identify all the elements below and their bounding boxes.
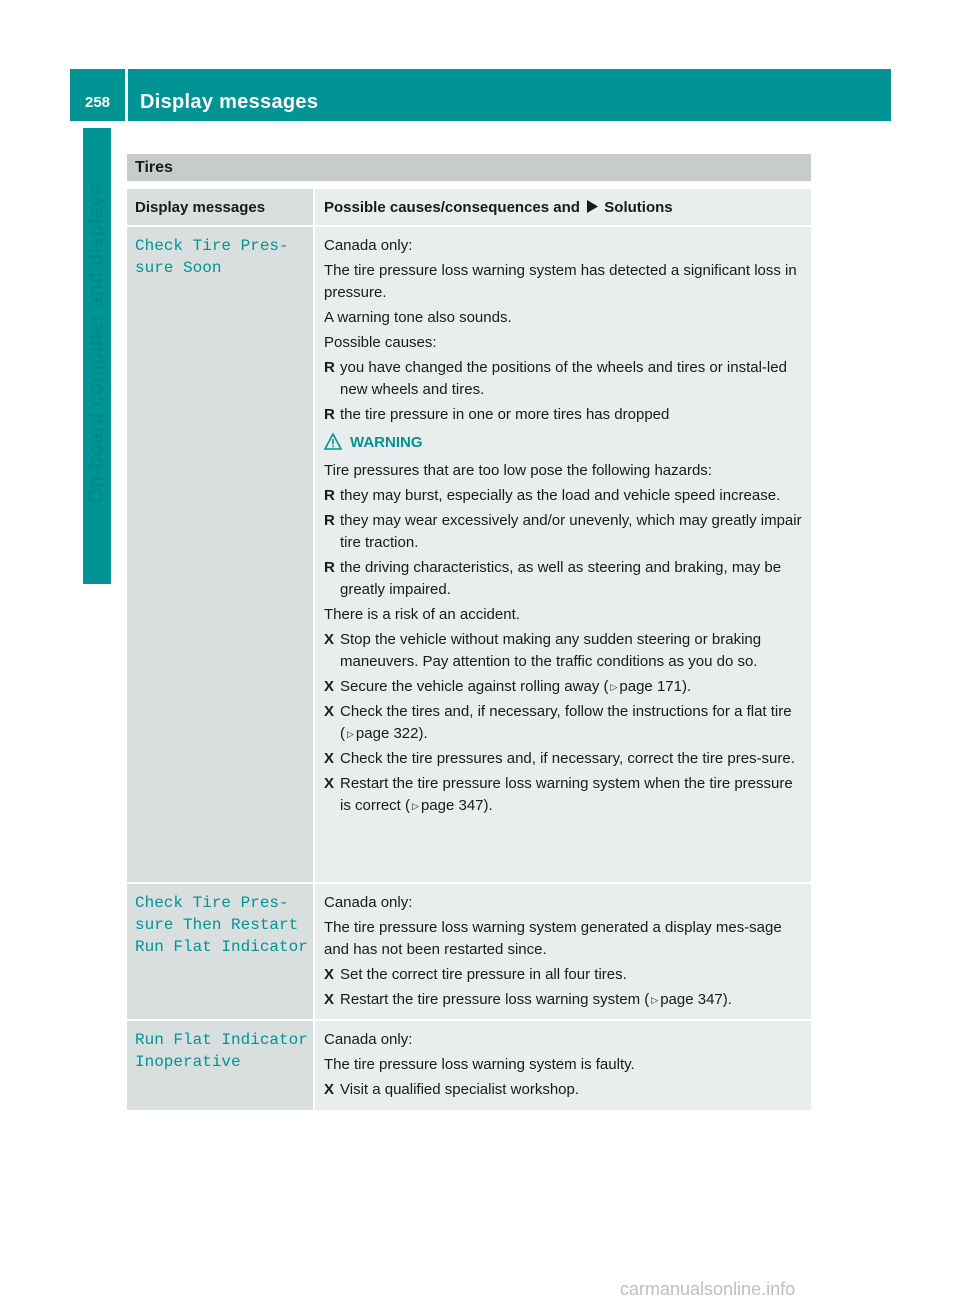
bullet-icon: R [324,559,335,576]
paragraph: Canada only: [324,237,413,254]
bullet-text: the tire pressure in one or more tires has dropped [340,406,670,423]
step-icon: X [324,775,335,792]
bullet-item [324,357,803,401]
step-icon: X [324,1081,335,1098]
warning-triangle-icon [324,434,350,451]
step-text: Restart the tire pressure loss warning system when the tire pressure is correct ( [340,775,793,814]
step-text: Check the tires and, if necessary, follow the instructions for a flat tire ( [340,703,792,742]
bullet-item [324,485,803,507]
col-header-solutions-text: Solutions [604,199,673,216]
page-ref[interactable]: page 347). [660,991,732,1008]
step-text: Restart the tire pressure loss warning system ( [340,991,650,1008]
step-icon: X [324,678,335,695]
step-item [324,964,803,986]
table-header-row [127,189,811,227]
message-details [313,884,811,1019]
page-ref-arrow-icon: ▷ [412,801,419,811]
step-item [324,989,803,1011]
message-line: Check Tire Pres‐ [135,237,289,255]
bullet-text: you have changed the positions of the wheels and tires or instal‐led new wheels and tires. [340,359,787,398]
message-line: sure Then Restart [135,916,299,934]
display-message [127,1021,313,1110]
step-item [324,773,803,817]
bullet-icon: R [324,512,335,529]
step-icon: X [324,966,335,983]
col-header-causes [313,189,811,225]
page-ref-arrow-icon: ▷ [610,682,618,692]
message-line: Inoperative [135,1053,241,1071]
paragraph: Possible causes: [324,334,437,351]
table-row [127,1021,811,1110]
bullet-item [324,557,803,601]
display-message [127,227,313,882]
step-icon: X [324,703,335,720]
step-item [324,629,803,673]
step-icon: X [324,631,335,648]
step-item [324,748,803,770]
paragraph: A warning tone also sounds. [324,309,512,326]
messages-table [127,189,811,1110]
page-title: Display messages [140,91,319,113]
page-ref[interactable]: page 347). [420,797,493,814]
page-ref-arrow-icon: ▷ [651,995,659,1005]
step-text: Set the correct tire pressure in all four tires. [340,966,627,983]
bullet-text: they may wear excessively and/or unevenly, which may greatly impair tire traction. [340,512,802,551]
step-icon: X [324,750,335,767]
header-separator [125,69,128,121]
table-row [127,227,811,884]
bullet-icon: R [324,359,335,376]
paragraph: There is a risk of an accident. [324,606,520,623]
message-details [313,1021,811,1110]
message-line: Run Flat Indicator [135,938,308,956]
side-label: On-board computer and displays [85,184,108,504]
bullet-icon: R [324,406,335,423]
page-number: 258 [84,94,111,111]
bullet-text: the driving characteristics, as well as steering and braking, may be greatly impaired. [340,559,782,598]
warning-heading [324,432,803,454]
paragraph: Canada only: [324,1031,413,1048]
play-arrow-icon [584,199,600,216]
bullet-icon: R [324,487,335,504]
paragraph: The tire pressure loss warning system is faulty. [324,1056,635,1073]
page-ref-arrow-icon: ▷ [347,729,354,739]
paragraph: The tire pressure loss warning system has detected a significant loss in pressure. [324,262,797,301]
step-text: Secure the vehicle against rolling away ( [340,678,609,695]
step-icon: X [324,991,335,1008]
message-line: Run Flat Indicator [135,1031,308,1049]
bullet-item [324,510,803,554]
message-line: sure Soon [135,259,222,277]
watermark: carmanualsonline.info [620,1279,796,1299]
section-title: Tires [127,154,811,181]
page-ref[interactable]: page 322). [355,725,428,742]
col-header-display-messages: Display messages [127,189,313,225]
col-header-causes-text: Possible causes/consequences and [324,199,580,216]
bullet-item [324,404,803,426]
paragraph: Tire pressures that are too low pose the following hazards: [324,462,712,479]
message-details [313,227,811,882]
table-row [127,884,811,1021]
display-message [127,884,313,1019]
step-item [324,676,803,698]
step-item [324,1079,803,1101]
step-text: Stop the vehicle without making any sudden steering or braking maneuvers. Pay attention to the traffic conditions as you do so. [340,631,762,670]
bullet-text: they may burst, especially as the load and vehicle speed increase. [340,487,781,504]
paragraph: Canada only: [324,894,413,911]
step-item [324,701,803,745]
step-text: Visit a qualified specialist workshop. [340,1081,580,1098]
message-line: Check Tire Pres‐ [135,894,289,912]
paragraph: The tire pressure loss warning system generated a display mes‐sage and has not been restarted since. [324,919,782,958]
page-ref[interactable]: page 171). [619,678,692,695]
step-text: Check the tire pressures and, if necessary, correct the tire pres‐sure. [340,750,795,767]
warning-label: WARNING [350,434,423,451]
